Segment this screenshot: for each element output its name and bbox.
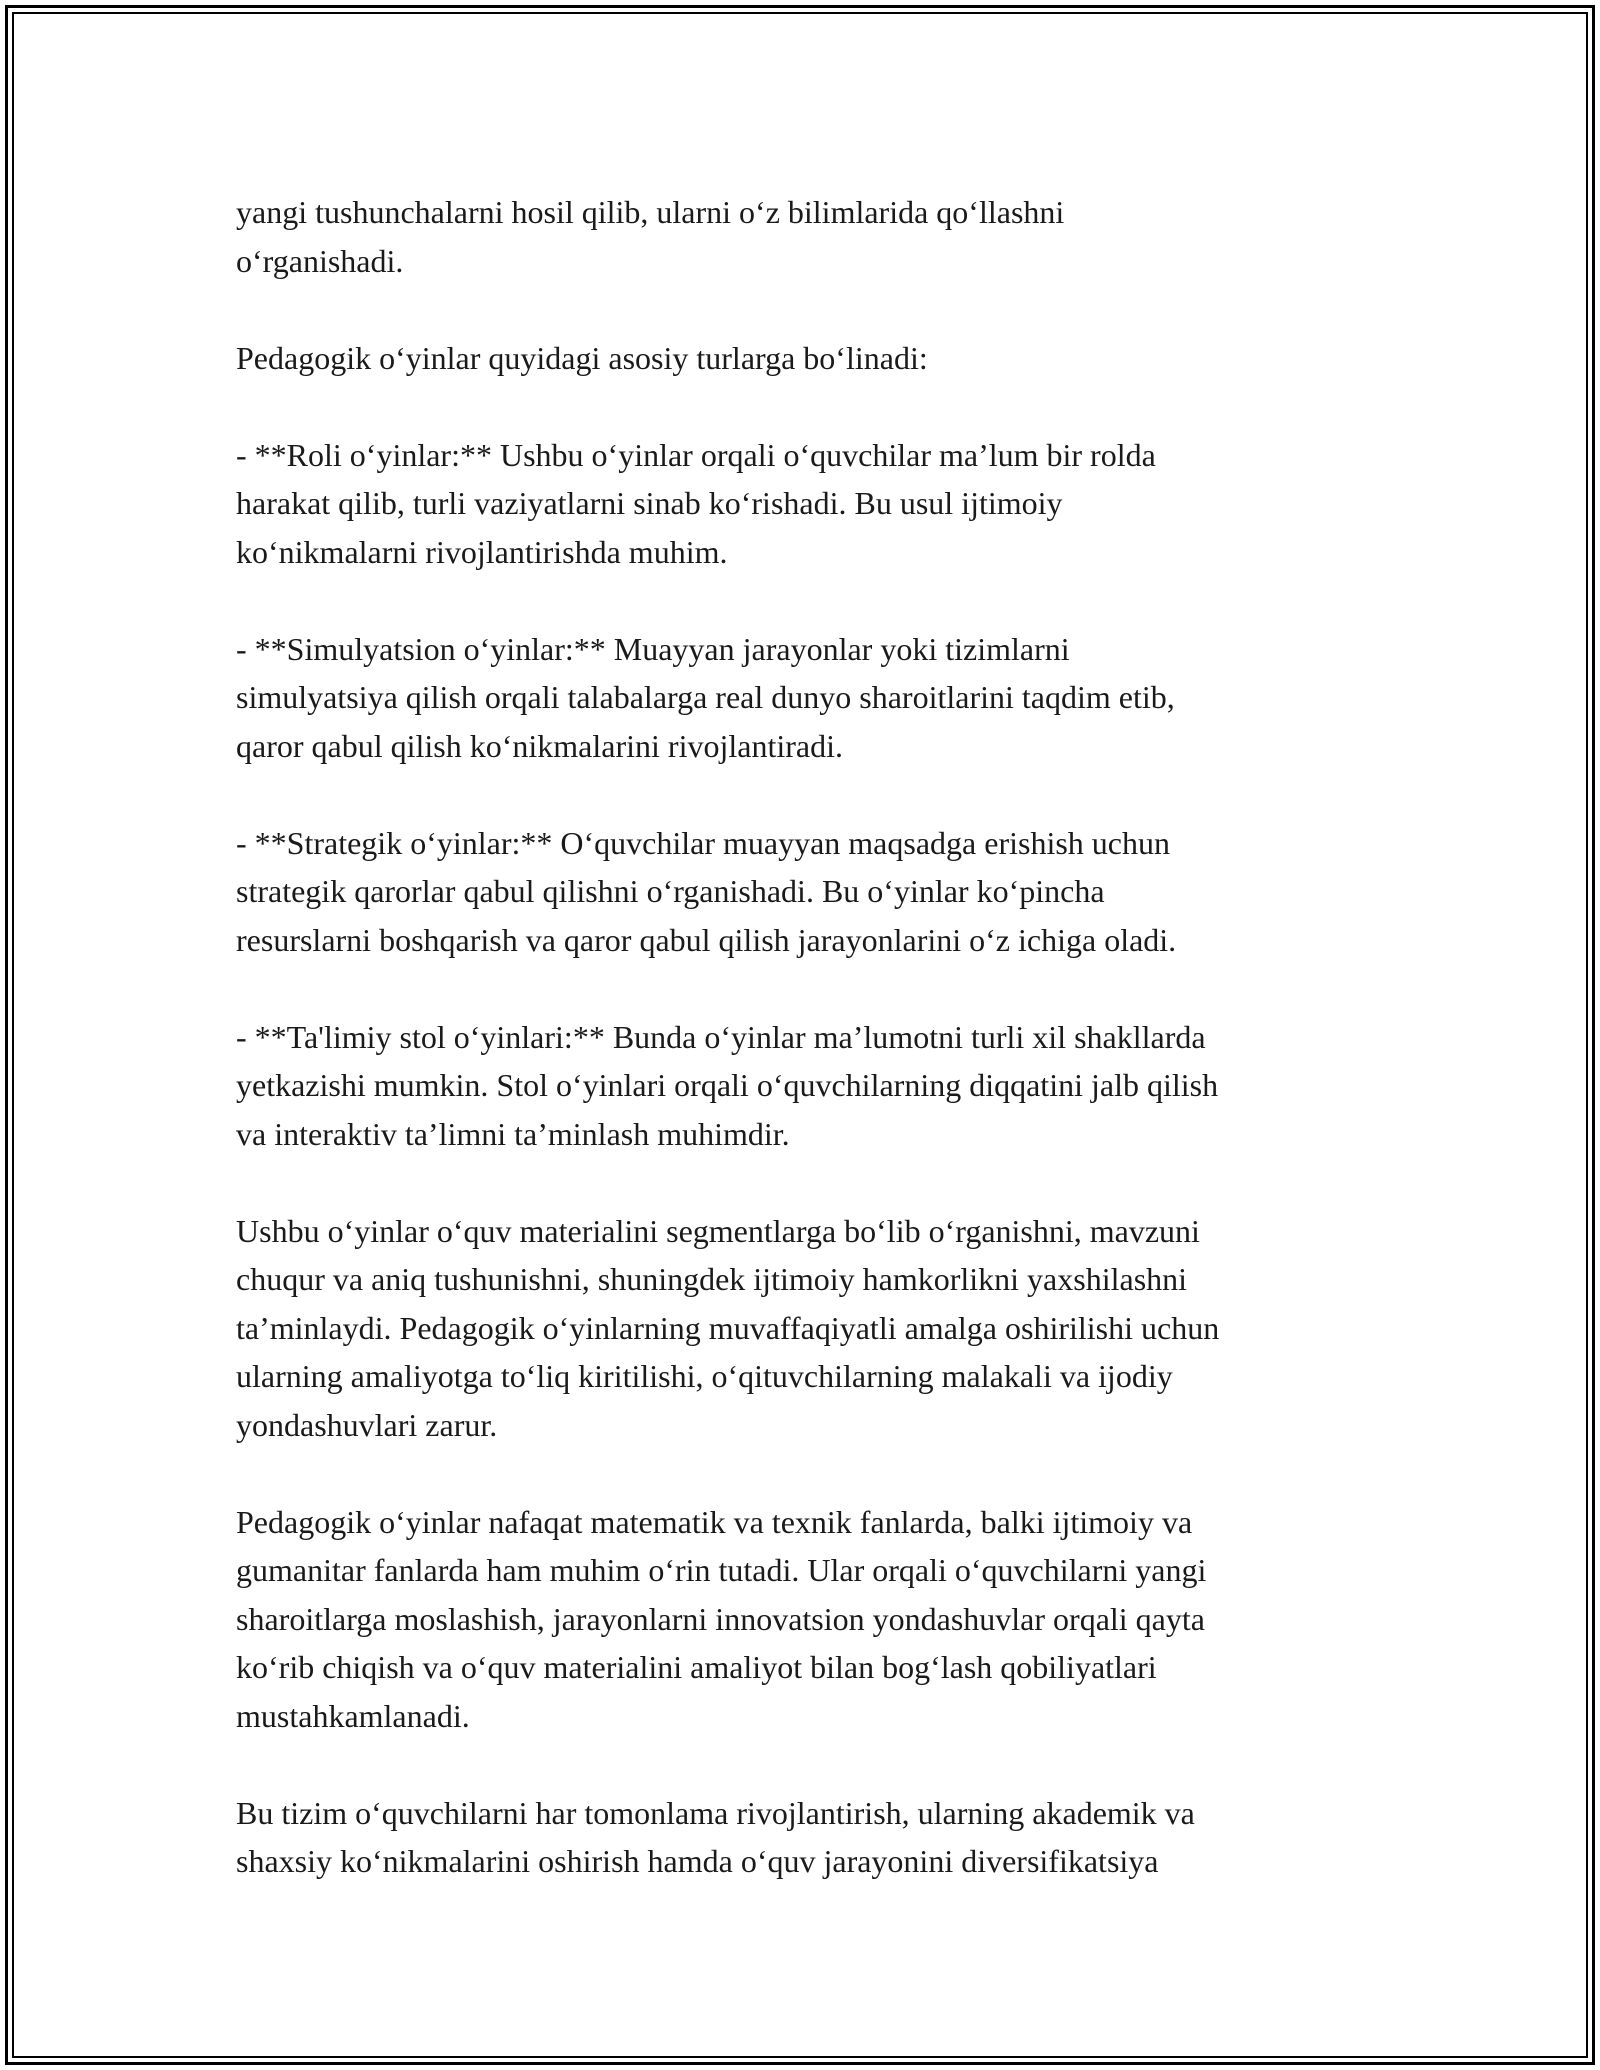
list-item-talimiy-stol-oyinlari: - **Ta'limiy stol o‘yinlari:** Bunda o‘yinlar ma’lumotni turli xil shakllarda yetkazishi mumkin. Stol o‘yinlari orqali o‘quvchilarning diqqatini jalb qilish va interaktiv ta’limni ta’minlash muhimdir. — [236, 1018, 1219, 1152]
list-item-roli-oyinlar: - **Roli o‘yinlar:** Ushbu o‘yinlar orqali o‘quvchilar ma’lum bir rolda harakat qilib, turli vaziyatlarni sinab ko‘rishadi. Bu usul ijtimoiy ko‘nikmalarni rivojlantirishda muhim. — [236, 436, 1156, 570]
paragraph-continuation: yangi tushunchalarni hosil qilib, ularni o‘z bilimlarida qo‘llashni o‘rganishadi. — [236, 194, 1065, 279]
paragraph-benefits: Ushbu o‘yinlar o‘quv materialini segmentlarga bo‘lib o‘rganishni, mavzuni chuqur va aniq tushunishni, shuningdek ijtimoiy hamkorlikni yaxshilashni ta’minlaydi. Pedagogik o‘yinlarning muvaffaqiyatli amalga oshirilishi uchun ularning amaliyotga to‘liq kiritilishi, o‘qituvchilarning malakali va ijodiy yondashuvlari zarur. — [236, 1212, 1220, 1443]
document-body — [236, 188, 1366, 1886]
list-item-strategik-oyinlar: - **Strategik o‘yinlar:** O‘quvchilar muayyan maqsadga erishish uchun strategik qarorlar qabul qilishni o‘rganishadi. Bu o‘yinlar ko‘pincha resurslarni boshqarish va qaror qabul qilish jarayonlarini o‘z ichiga oladi. — [236, 824, 1177, 958]
paragraph-conclusion: Bu tizim o‘quvchilarni har tomonlama rivojlantirish, ularning akademik va shaxsiy ko‘nikmalarini oshirish hamda o‘quv jarayonini diversifikatsiya — [236, 1794, 1195, 1879]
list-item-simulyatsion-oyinlar: - **Simulyatsion o‘yinlar:** Muayyan jarayonlar yoki tizimlarni simulyatsiya qilish orqali talabalarga real dunyo sharoitlarini taqdim etib, qaror qabul qilish ko‘nikmalarini rivojlantiradi. — [236, 630, 1175, 764]
paragraph-subjects: Pedagogik o‘yinlar nafaqat matematik va texnik fanlarda, balki ijtimoiy va gumanitar fanlarda ham muhim o‘rin tutadi. Ular orqali o‘quvchilarni yangi sharoitlarga moslashish, jarayonlarni innovatsion yondashuvlar orqali qayta ko‘rib chiqish va o‘quv materialini amaliyot bilan bog‘lash qobiliyatlari mustahkamlanadi. — [236, 1503, 1207, 1734]
paragraph-intro-types: Pedagogik o‘yinlar quyidagi asosiy turlarga bo‘linadi: — [236, 339, 928, 376]
